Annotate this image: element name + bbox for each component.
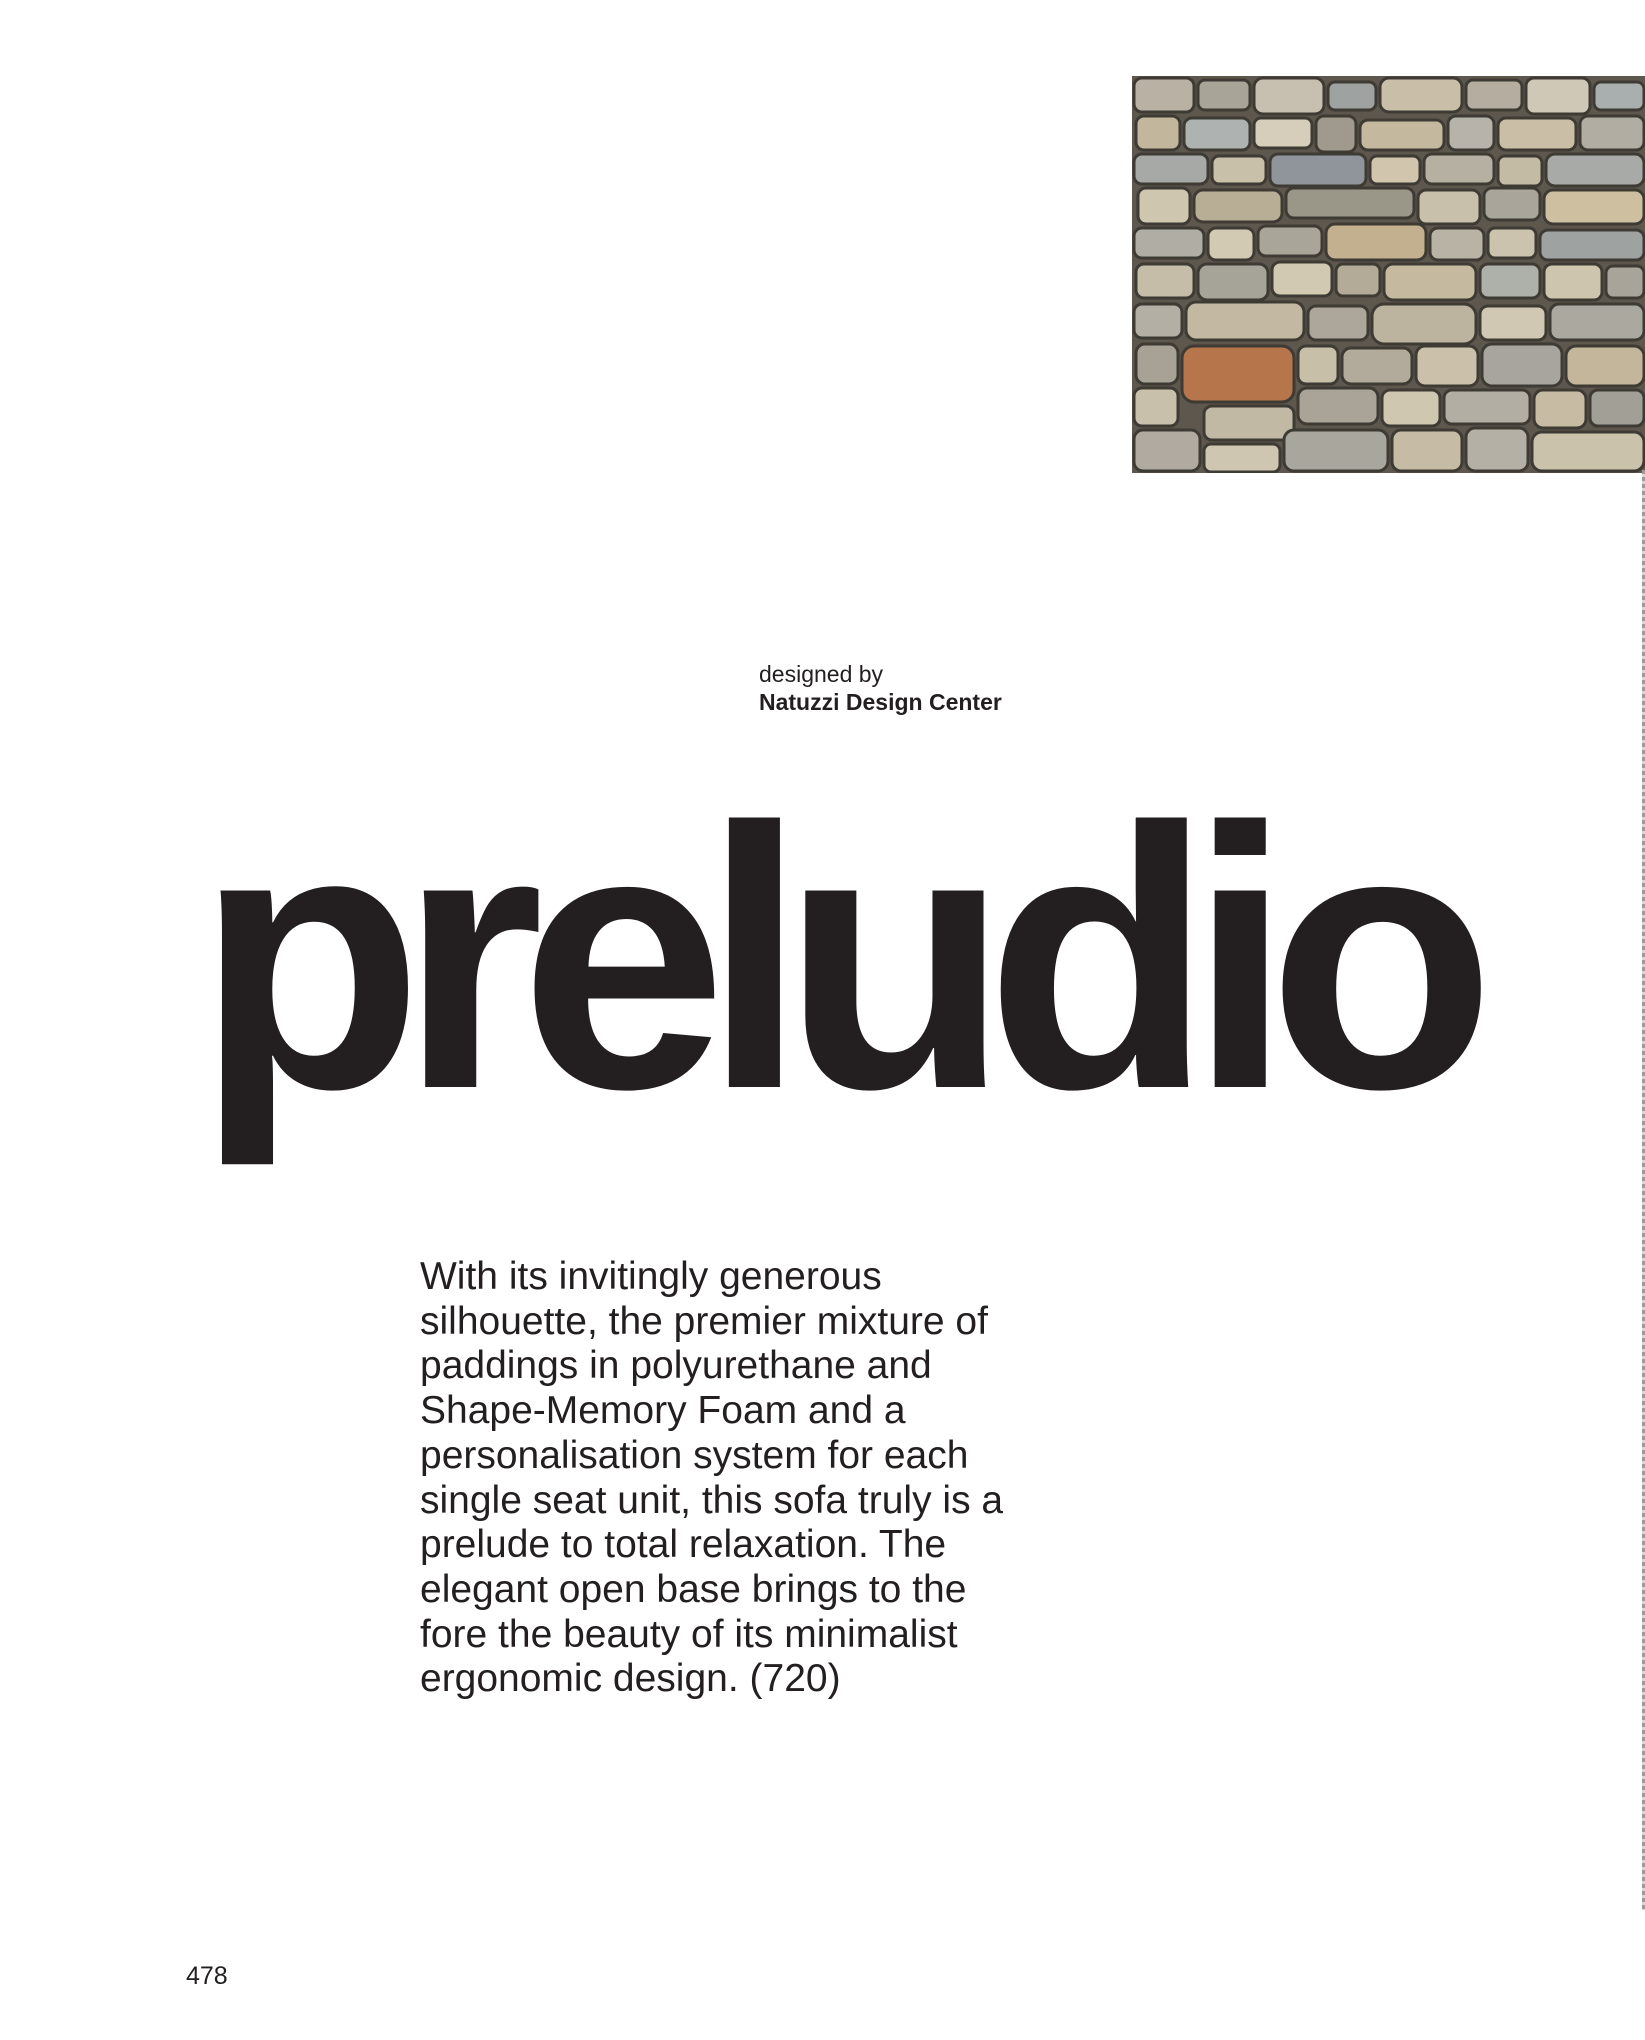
page-number: 478: [186, 1962, 228, 1990]
stone-wall-photo: [1132, 76, 1645, 473]
credit-label: designed by: [759, 661, 884, 687]
designer-name: Natuzzi Design Center: [759, 689, 1002, 715]
product-title: preludio: [196, 750, 1472, 1166]
designer-credit: [759, 660, 1159, 716]
product-description: With its invitingly generous silhouette, the premier mixture of paddings in polyurethane and Shape-Memory Foam and a personalisation system for each single seat unit, this sofa truly is a prelude to total relaxation. The elegant open base brings to the fore the beauty of its minimalist ergonomic design. (720): [420, 1255, 1004, 1701]
